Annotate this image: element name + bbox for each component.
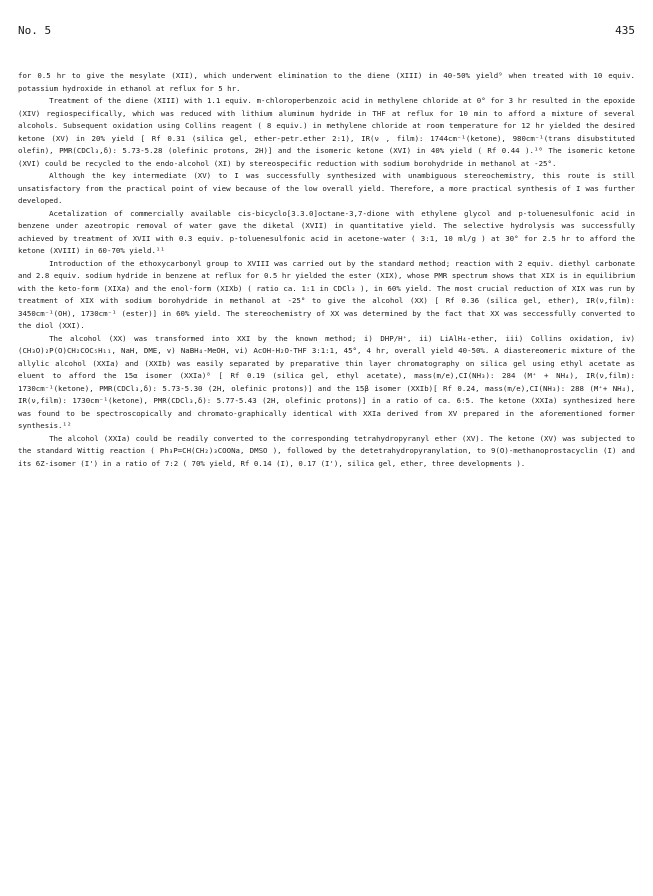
paragraph: Acetalization of commercially available cis-bicyclo[3.3.0]octane-3,7-dione with ethylene glycol and p-toluenesulfonic acid in benzene under azeotropic removal of water gave the diketal (XVII) in quantitative yield. The selective hydrolysis was successfully achieved by treatment of XVII with 0.3 equiv. p-toluenesulfonic acid in acetone-water ( 3:1, 10 ml/g ) at 30° for 2.5 hr to afford the ketone (XVIII) in 60-70% yield.¹¹: [18, 208, 635, 255]
paragraph: Although the key intermediate (XV) to I was successfully synthesized with unambiguous stereochemistry, this route is still unsatisfactory from the practical point of view because of the low overall yield. Therefore, a more practical synthesis of I was further developed.: [18, 171, 635, 205]
paragraph: for 0.5 hr to give the mesylate (XII), which underwent elimination to the diene (XIII) in 40-50% yield⁹ when treated with 10 equiv. potassium hydroxide in ethanol at reflux for 5 hr.: [18, 71, 635, 93]
paragraph: Treatment of the diene (XIII) with 1.1 equiv. m-chloroperbenzoic acid in methylene chloride at 0° for 3 hr resulted in the epoxide (XIV) regiospecifically, which was reduced with lithium aluminum hydride in THF at reflux for 10 min to afford a mixture of several alcohols. Subsequent oxidation using Collins reagent ( 8 equiv.) in methylene chloride at room temperature for 12 hr yielded the desired ketone (XV) in 20% yield [ Rf 0.31 (silica gel, ether-petr.ether 2:1), IR(ν , film): 1744cm⁻¹(ketone), 980cm⁻¹(trans disubstituted olefin), PMR(CDCl₃,δ): 5.73-5.28 (olefinic protons, 2H)] and the isomeric ketone (XVI) in 40% yield ( Rf 0.44 ).¹⁰ The isomeric ketone (XVI) could be recycled to the endo-alcohol (XI) by stereospecific reduction with sodium borohydride in methanol at -25°.: [18, 96, 635, 168]
paragraph: The alcohol (XXIa) could be readily converted to the corresponding tetrahydropyranyl ether (XV). The ketone (XV) was subjected to the standard Wittig reaction ( Ph₃P=CH(CH₂)₃COONa, DMSO ), followed by the detetrahydropyranylation, to 9(O)-methanoprostacyclin (I) and its 6Z-isomer (I') in a ratio of 7:2 ( 70% yield, Rf 0.14 (I), 0.17 (I'), silica gel, ether, three developments ).: [18, 433, 635, 468]
paragraph: The alcohol (XX) was transformed into XXI by the known method; i) DHP/H⁺, ii) LiAlH₄-ether, iii) Collins oxidation, iv) (CH₃O)₂P(O)CH₂COC₅H₁₁, NaH, DME, v) NaBH₄-MeOH, vi) AcOH-H₂O-THF 3:1:1, 45°, 4 hr, overall yield 40-50%. A diastereomeric mixture of the allylic alcohol (XXIa) and (XXIb) was easily separated by preparative thin layer chromatography on silica gel using ethyl acetate as eluent to afford the 15α isomer (XXIa)⁸ [ Rf 0.19 (silica gel, ethyl acetate), mass(m/e),CI(NH₃): 284 (M⁺ + NH₄), IR(ν,film): 1730cm⁻¹(ketone), PMR(CDCl₃,δ): 5.73-5.30 (2H, olefinic protons)] and the 15β isomer (XXIb)[ Rf 0.24, mass(m/e),CI(NH₃): 288 (M⁺+ NH₄), IR(ν,film): 1730cm⁻¹(ketone), PMR(CDCl₃,δ): 5.77-5.43 (2H, olefinic protons)] in a ratio of ca. 6:5. The ketone (XXIa) synthesized here was found to be spectroscopically and chromato-graphically identical with XXIa derived from XV prepared in the aforementioned former synthesis.¹²: [18, 333, 635, 430]
paragraph: Introduction of the ethoxycarbonyl group to XVIII was carried out by the standard method; reaction with 2 equiv. diethyl carbonate and 2.8 equiv. sodium hydride in benzene at reflux for 0.5 hr yielded the ester (XIX), whose PMR spectrum shows that XIX is in equilibrium with the keto-form (XIXa) and the enol-form (XIXb) ( ratio ca. 1:1 in CDCl₃ ), in 60% yield. The most crucial reduction of XIX was run by treatment of XIX with sodium borohydride in methanol at -25° to give the alcohol (XX) [ Rf 0.36 (silica gel, ether), IR(ν,film): 3450cm⁻¹(OH), 1730cm⁻¹ (ester)] in 60% yield. The stereochemistry of XX was determined by the fact that XX was seccessfully converted to the diol (XXI).: [18, 258, 635, 330]
page-number: 435: [615, 24, 635, 37]
issue-number: No. 5: [18, 24, 52, 37]
article-body: [18, 70, 635, 470]
